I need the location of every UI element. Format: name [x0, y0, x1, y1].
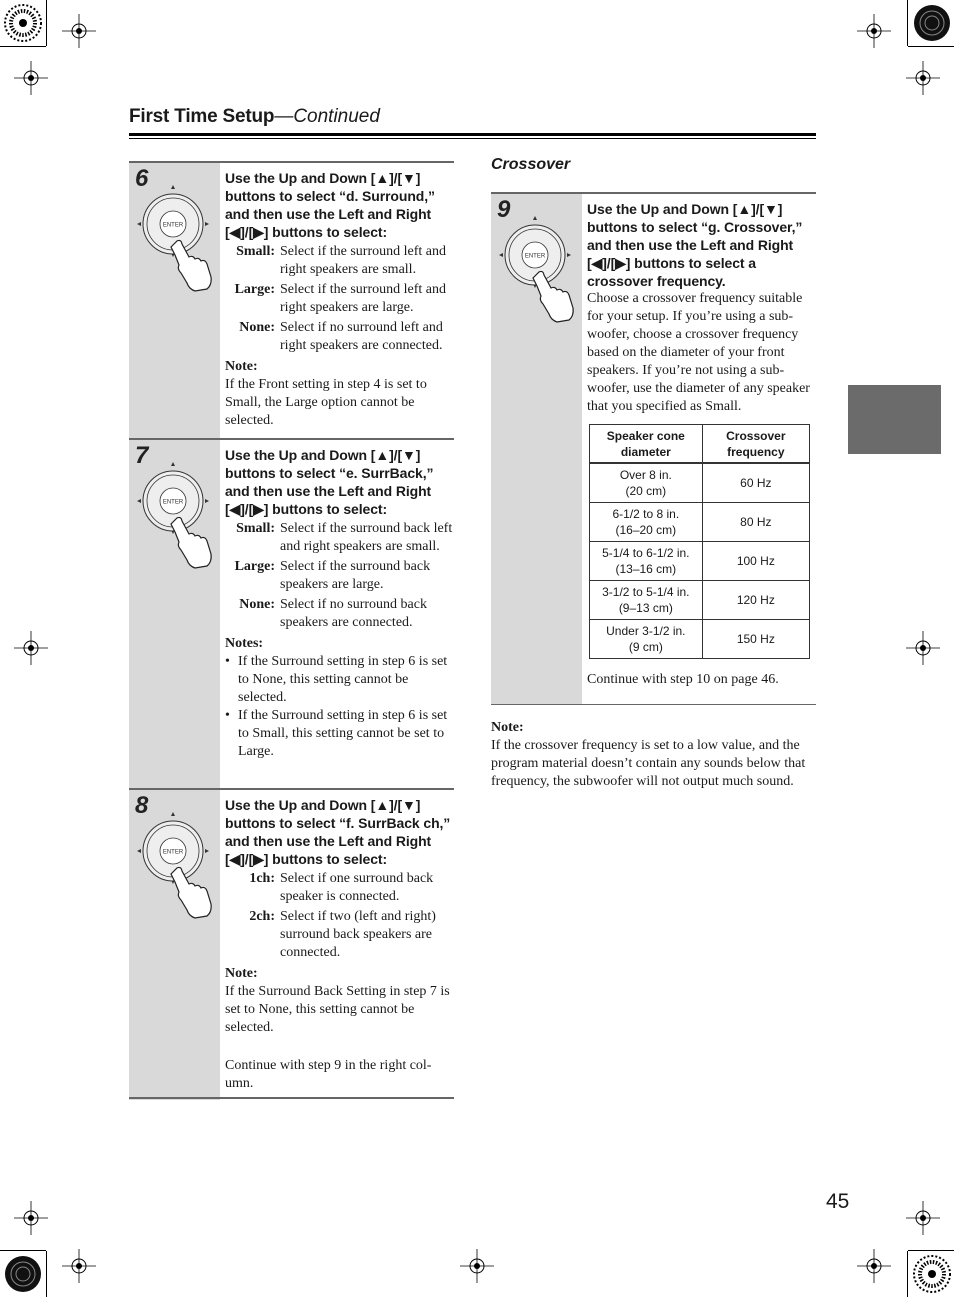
- note-heading: Notes:: [225, 636, 264, 651]
- section-title: First Time Setup: [129, 106, 275, 127]
- table-row: Under 3-1/2 in. (9 cm) 150 Hz: [590, 620, 810, 659]
- crosshair-icon: [62, 14, 96, 48]
- crosshair-icon: [857, 14, 891, 48]
- note-heading: Note:: [225, 359, 258, 374]
- registration-target-icon: [2, 1253, 44, 1295]
- crosshair-icon: [14, 61, 48, 95]
- dial-label: ENTER: [524, 253, 546, 260]
- registration-sunburst-icon: [2, 2, 44, 44]
- step-number: 9: [497, 196, 511, 223]
- option-row: Small: Select if the surround back left and right speakers are small.: [236, 521, 453, 554]
- crosshair-icon: [906, 631, 940, 665]
- chapter-tab: [848, 385, 941, 454]
- continue-text: Continue with step 10 on page 46.: [587, 672, 779, 687]
- enter-dial-icon: [137, 185, 217, 295]
- note-heading: Note:: [491, 720, 524, 735]
- step-body: Choose a crossover frequency suitable for your setup. If you’re using a sub-woofer, choose a crossover frequency based on the diameter of your front speakers. If you’re not using a sub-woofer, use the diameter of any speaker that you specified as Small.: [587, 291, 810, 414]
- option-row: Large: Select if the surround left and right speakers are large.: [234, 282, 447, 315]
- page-number: 45: [826, 1190, 850, 1213]
- crop-mark: [46, 0, 47, 46]
- option-row: None: Select if no surround back speakers are connected.: [239, 597, 427, 630]
- table-row: 3-1/2 to 5-1/4 in. (9–13 cm) 120 Hz: [590, 581, 810, 620]
- crop-mark: [908, 1250, 954, 1251]
- table-row: 6-1/2 to 8 in. (16–20 cm) 80 Hz: [590, 503, 810, 542]
- registration-target-icon: [911, 2, 953, 44]
- crosshair-icon: [857, 1249, 891, 1283]
- crossover-table: [589, 424, 810, 659]
- option-row: 1ch: Select if one surround back speaker is connected.: [249, 871, 434, 904]
- crop-mark: [0, 1250, 46, 1251]
- step-number: 7: [135, 442, 149, 469]
- option-row: Large: Select if the surround back speakers are large.: [234, 559, 431, 592]
- enter-dial-icon: [499, 216, 579, 326]
- header-rule: [129, 133, 816, 136]
- crop-mark: [908, 46, 954, 47]
- registration-sunburst-icon: [911, 1253, 953, 1295]
- crosshair-icon: [460, 1249, 494, 1283]
- crossover-note: [491, 716, 819, 791]
- crop-mark: [0, 46, 46, 47]
- step-instruction: Use the Up and Down [▲]/[▼] buttons to select “e. SurrBack,” and then use the Left and Right [◀]/[▶] buttons to select:: [225, 447, 434, 517]
- step-instruction: Use the Up and Down [▲]/[▼] buttons to select “g. Crossover,” and then use the Left and Right [◀]/[▶] buttons to select a crossover frequency.: [587, 201, 803, 289]
- continue-text: Continue with step 9 in the right col-umn.: [225, 1058, 432, 1091]
- step-instruction: Use the Up and Down [▲]/[▼] buttons to select “f. SurrBack ch,” and then use the Left and Right [◀]/[▶] buttons to select:: [225, 797, 451, 867]
- enter-dial-icon: [137, 462, 217, 572]
- section-rule: [129, 1097, 454, 1099]
- crop-mark: [907, 1251, 908, 1297]
- step-9: [491, 192, 816, 705]
- step-number: 8: [135, 792, 149, 819]
- option-row: None: Select if no surround left and right speakers are connected.: [239, 320, 443, 353]
- note-text: If the crossover frequency is set to a low value, and the program material doesn’t contain any sounds below that frequency, the subwoofer will not output much sound.: [491, 738, 806, 789]
- continued-label: —Continued: [274, 106, 380, 127]
- crosshair-icon: [906, 1201, 940, 1235]
- crop-mark: [46, 1251, 47, 1297]
- page-header: [129, 106, 816, 136]
- note-bullet: • If the Surround setting in step 6 is set to Small, this setting cannot be set to Large.: [225, 708, 448, 759]
- crosshair-icon: [14, 1201, 48, 1235]
- option-row: Small: Select if the surround left and right speakers are small.: [236, 244, 447, 277]
- step-instruction: Use the Up and Down [▲]/[▼] buttons to select “d. Surround,” and then use the Left and Right [◀]/[▶] buttons to select:: [225, 170, 435, 240]
- step-number: 6: [135, 165, 149, 192]
- step-8: [129, 788, 454, 1100]
- table-row: 5-1/4 to 6-1/2 in. (13–16 cm) 100 Hz: [590, 542, 810, 581]
- enter-dial-icon: [137, 812, 217, 922]
- dial-label: ENTER: [162, 222, 184, 229]
- header-rule: [129, 138, 816, 139]
- note-bullet: • If the Surround setting in step 6 is set to None, this setting cannot be selected.: [225, 654, 448, 705]
- note-text: If the Front setting in step 4 is set to Small, the Large option cannot be selected.: [225, 377, 427, 428]
- crosshair-icon: [906, 61, 940, 95]
- note-text: If the Surround Back Setting in step 7 is set to None, this setting cannot be selected.: [225, 984, 450, 1035]
- crosshair-icon: [14, 631, 48, 665]
- table-header: Speaker cone diameter: [590, 425, 703, 464]
- note-heading: Note:: [225, 966, 258, 981]
- table-header: Crossover frequency: [702, 425, 809, 464]
- dial-label: ENTER: [162, 499, 184, 506]
- step-7: [129, 438, 454, 790]
- option-row: 2ch: Select if two (left and right) surround back speakers are connected.: [249, 909, 436, 960]
- crosshair-icon: [62, 1249, 96, 1283]
- crossover-heading: Crossover: [491, 156, 571, 173]
- table-row: Over 8 in. (20 cm) 60 Hz: [590, 463, 810, 503]
- crop-mark: [907, 0, 908, 46]
- step-6: [129, 161, 454, 440]
- dial-label: ENTER: [162, 849, 184, 856]
